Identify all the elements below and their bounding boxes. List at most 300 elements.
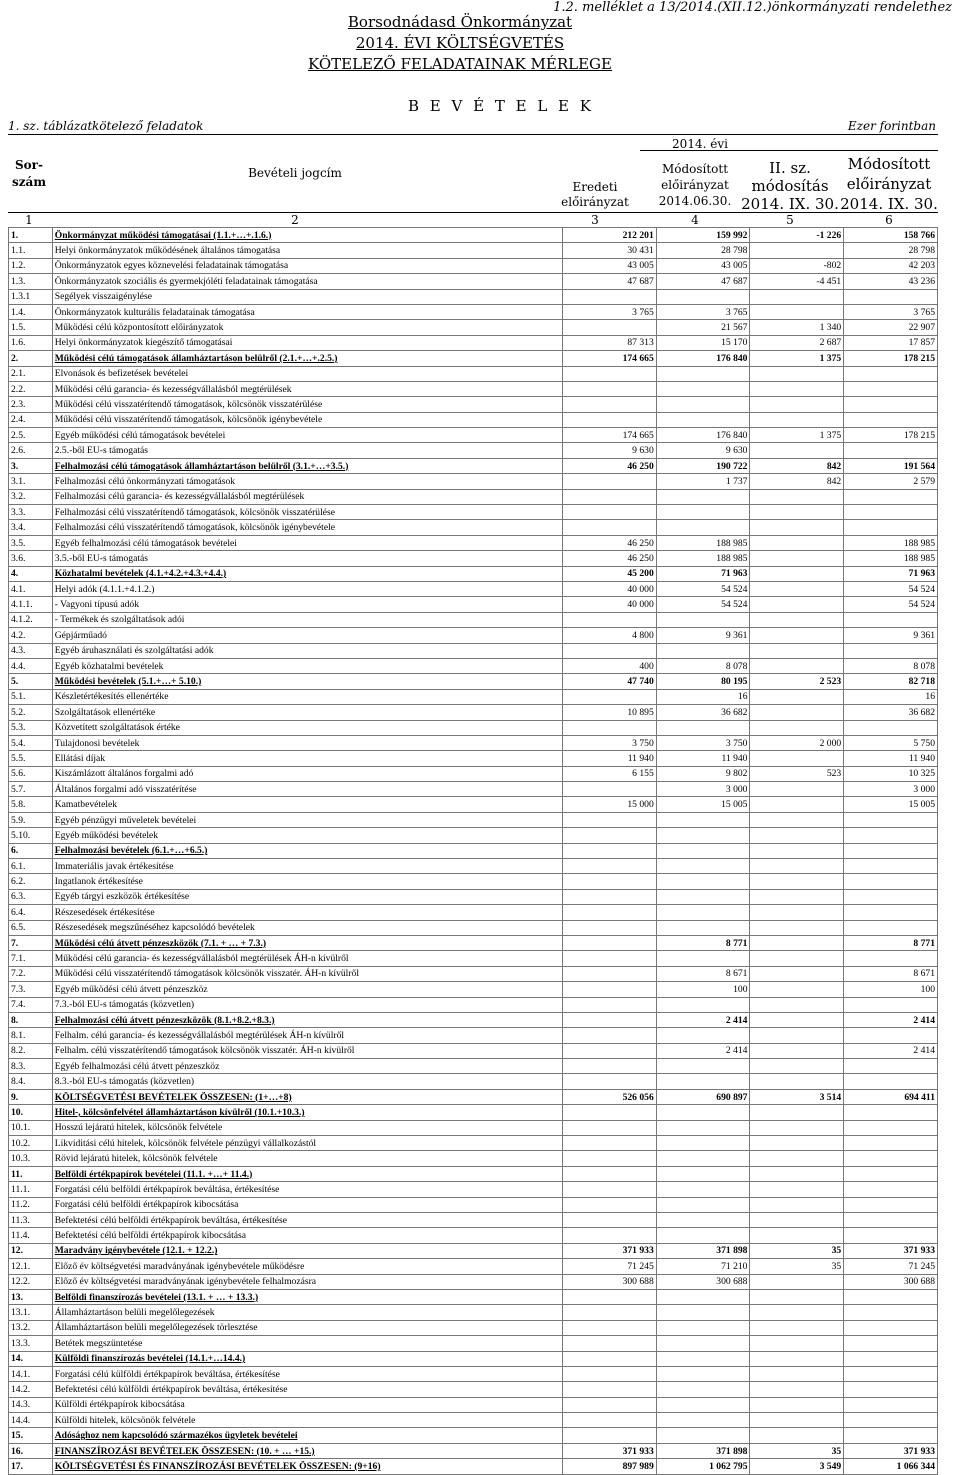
table-row [9,1397,938,1412]
row-value [750,1166,844,1181]
table-row [9,489,938,504]
row-value: 174 665 [563,428,657,443]
row-value: 3 514 [750,1089,844,1104]
table-row [9,1459,938,1474]
row-value [750,243,844,258]
row-value [844,951,938,966]
table-row [9,889,938,904]
row-value [750,1043,844,1058]
row-number: 7.1. [9,951,53,966]
row-number: 1.5. [9,320,53,335]
row-value [656,1028,750,1043]
row-value: 371 898 [656,1443,750,1458]
row-value: 21 567 [656,320,750,335]
row-value [656,1074,750,1089]
row-value: 8 078 [656,658,750,673]
row-label-cell [52,1197,562,1212]
row-number: 4.2. [9,628,53,643]
row-value [563,1351,657,1366]
row-value: 43 005 [563,258,657,273]
table-row [9,443,938,458]
row-label: Kamatbevételek [54,799,118,811]
row-label: Belföldi értékpapírok bevételei (11.1. +…+ 11.4.) [54,1168,253,1180]
table-row [9,905,938,920]
table-row [9,859,938,874]
row-number: 8.2. [9,1043,53,1058]
row-value [844,505,938,520]
row-value: 15 170 [656,335,750,350]
row-value [844,1136,938,1151]
table-row [9,1320,938,1335]
row-number: 1.2. [9,258,53,273]
row-value: 11 940 [844,751,938,766]
row-value: 36 682 [844,705,938,720]
row-value: 16 [844,689,938,704]
table-row [9,1166,938,1181]
document-title-3: KÖTELEZŐ FELADATAINAK MÉRLEGE [308,55,612,73]
row-number: 11.3. [9,1213,53,1228]
row-value: 8 078 [844,658,938,673]
annex-reference: 1.2. melléklet a 13/2014.(XII.12.)önkormányzati rendelethez [553,0,952,15]
row-number: 2. [9,351,53,366]
table-row [9,935,938,950]
row-label-cell [52,505,562,520]
year-group-label: 2014. évi [672,137,728,151]
row-number: 6.5. [9,920,53,935]
row-value [563,1197,657,1212]
row-label: Szolgáltatások ellenértéke [54,706,156,718]
row-label-cell [52,612,562,627]
row-label: Immateriális javak értékesítése [54,860,174,872]
row-label: Általános forgalmi adó visszatérítése [54,783,197,795]
table-row [9,1274,938,1289]
row-label-cell [52,1366,562,1381]
row-number: 16. [9,1443,53,1458]
row-value: 300 688 [563,1274,657,1289]
row-label: Előző év költségvetési maradványának igénybevétele felhalmozásra [54,1276,317,1288]
col-num-4: 4 [691,213,699,227]
table-row [9,1089,938,1104]
row-value [750,1413,844,1428]
row-value [656,1166,750,1181]
row-label-cell [52,320,562,335]
row-value [563,320,657,335]
row-value [750,1228,844,1243]
table-row [9,1120,938,1135]
row-value: 526 056 [563,1089,657,1104]
row-value [563,474,657,489]
row-value [750,1197,844,1212]
row-label: Államháztartáson belüli megelőlegezések törlesztése [54,1322,258,1334]
row-value [844,1166,938,1181]
col-eredeti-label: Eredeti előirányzat [561,180,629,209]
row-label-cell [52,289,562,304]
row-value [750,520,844,535]
row-value [844,920,938,935]
row-value: 2 687 [750,335,844,350]
row-value [750,489,844,504]
row-number: 5.5. [9,751,53,766]
row-label-cell [52,412,562,427]
table-row [9,735,938,750]
row-value [563,859,657,874]
row-number: 8.3. [9,1059,53,1074]
row-label-cell [52,735,562,750]
row-label: Működési bevételek (5.1.+…+ 5.10.) [54,676,202,688]
row-value [563,935,657,950]
row-label: Elvonások és befizetések bevételei [54,368,189,380]
row-label-cell [52,751,562,766]
row-value: 46 250 [563,551,657,566]
col-ii-label-1: II. sz. [769,159,811,177]
row-value [563,1336,657,1351]
row-value [656,397,750,412]
row-label-cell [52,720,562,735]
row-value [750,581,844,596]
row-value [844,1413,938,1428]
table-row [9,320,938,335]
row-value [563,412,657,427]
row-value [656,997,750,1012]
row-value [844,366,938,381]
row-value: 54 524 [844,581,938,596]
row-value: 47 687 [656,274,750,289]
row-label: Egyéb működési célú átvett pénzeszköz [54,983,208,995]
row-label-cell [52,428,562,443]
row-value: 371 933 [563,1443,657,1458]
row-number: 1.3.1 [9,289,53,304]
row-value [656,366,750,381]
row-number: 4.3. [9,643,53,658]
table-row [9,951,938,966]
row-value [656,905,750,920]
row-value [750,412,844,427]
row-number: 3.6. [9,551,53,566]
row-number: 1.1. [9,243,53,258]
row-value [656,874,750,889]
row-value: 30 431 [563,243,657,258]
table-row [9,628,938,643]
row-value [750,658,844,673]
document-title-2: 2014. ÉVI KÖLTSÉGVETÉS [355,34,565,52]
row-value [844,1028,938,1043]
row-number: 11.1. [9,1182,53,1197]
row-value [656,643,750,658]
table-row [9,397,938,412]
row-value [656,889,750,904]
row-value [563,1166,657,1181]
row-value [656,412,750,427]
row-value [750,797,844,812]
row-label-cell [52,1151,562,1166]
row-value: 159 992 [656,228,750,243]
row-label: Forgatási célú belföldi értékpapírok kibocsátása [54,1199,239,1211]
row-value: 54 524 [844,597,938,612]
row-value: 188 985 [656,551,750,566]
row-value [563,889,657,904]
row-value: 8 671 [844,966,938,981]
row-value: 28 798 [844,243,938,258]
row-label-cell [52,843,562,858]
table-row [9,1366,938,1381]
row-number: 2.5. [9,428,53,443]
row-value [750,597,844,612]
row-value [750,505,844,520]
row-label-cell [52,859,562,874]
row-value: 8 771 [656,935,750,950]
table-row [9,1289,938,1304]
row-label-cell [52,1105,562,1120]
row-value: 191 564 [844,458,938,473]
row-label: Felhalmozási célú visszatérítendő támogatások, kölcsönök visszatérülése [54,506,336,518]
row-value: 178 215 [844,428,938,443]
row-number: 4.4. [9,658,53,673]
row-number: 11.2. [9,1197,53,1212]
row-label-cell [52,1136,562,1151]
row-label: KÖLTSÉGVETÉSI ÉS FINANSZÍROZÁSI BEVÉTELEK ÖSSZESEN: (9+16) [54,1460,381,1472]
table-row [9,304,938,319]
row-value [656,951,750,966]
row-value [563,1305,657,1320]
row-value [750,874,844,889]
row-value: 9 361 [656,628,750,643]
row-label-cell [52,951,562,966]
row-number: 2.1. [9,366,53,381]
row-label-cell [52,766,562,781]
row-value [844,1059,938,1074]
row-label-cell [52,335,562,350]
row-number: 10.2. [9,1136,53,1151]
row-label-cell [52,458,562,473]
row-label: Államháztartáson belüli megelőlegezések [54,1307,215,1319]
table-row [9,1428,938,1443]
row-value: 71 963 [656,566,750,581]
row-value [656,920,750,935]
row-value [750,628,844,643]
row-value [563,920,657,935]
table-row [9,705,938,720]
row-label: Egyéb pénzügyi műveletek bevételei [54,814,197,826]
row-value [844,381,938,396]
row-value [750,828,844,843]
row-value: 47 740 [563,674,657,689]
row-value: 2 523 [750,674,844,689]
row-label-cell [52,1274,562,1289]
row-number: 13.2. [9,1320,53,1335]
row-value: 46 250 [563,458,657,473]
row-number: 13.1. [9,1305,53,1320]
revenue-table-body [9,228,938,1475]
table-row [9,1028,938,1043]
row-value [750,366,844,381]
row-value: 1 375 [750,351,844,366]
row-label: Önkormányzatok szociális és gyermekjóléti feladatainak támogatása [54,275,318,287]
row-number: 3.4. [9,520,53,535]
row-label: Működési célú támogatások államháztartáson belülről (2.1.+…+.2.5.) [54,352,338,364]
row-label: Betétek megszüntetése [54,1337,143,1349]
row-value: 54 524 [656,597,750,612]
row-label-cell [52,566,562,581]
row-value: 188 985 [844,535,938,550]
row-number: 5.3. [9,720,53,735]
row-value [563,1151,657,1166]
row-value: 190 722 [656,458,750,473]
row-label: Ingatlanok értékesítése [54,876,143,888]
row-label-cell [52,828,562,843]
row-value: -1 226 [750,228,844,243]
row-value: 2 414 [656,1012,750,1027]
table-row [9,828,938,843]
row-value: 3 750 [656,735,750,750]
row-value [563,1213,657,1228]
row-value [750,1428,844,1443]
table-row [9,597,938,612]
col-num-2: 2 [291,213,299,227]
row-number: 8.4. [9,1074,53,1089]
row-label: Önkormányzat működési támogatásai (1.1.+…+.1.6.) [54,229,272,241]
row-value [563,1228,657,1243]
row-value: 100 [656,982,750,997]
row-label: Helyi adók (4.1.1.+4.1.2.) [54,583,155,595]
table-row [9,1259,938,1274]
row-label-cell [52,1166,562,1181]
row-label: Közhatalmi bevételek (4.1.+4.2.+4.3.+4.4.) [54,568,227,580]
row-value [563,997,657,1012]
col-mod-label-2: előirányzat [661,178,729,192]
table-row [9,335,938,350]
row-label: Hitel-, kölcsönfelvétel államháztartáson kívülről (10.1.+10.3.) [54,1106,305,1118]
row-value: 842 [750,474,844,489]
table-row [9,1105,938,1120]
row-value [750,1074,844,1089]
row-value: 176 840 [656,428,750,443]
row-label: Belföldi finanszírozás bevételei (13.1. + … + 13.3.) [54,1291,259,1303]
row-value [750,397,844,412]
row-value [656,1059,750,1074]
row-label-cell [52,935,562,950]
row-label-cell [52,1305,562,1320]
row-value: 300 688 [656,1274,750,1289]
col-sor-label-1: Sor- [15,158,43,172]
row-value [844,289,938,304]
row-label: 8.3.-ból EU-s támogatás (közvetlen) [54,1076,195,1088]
row-value [563,1397,657,1412]
row-value [844,1213,938,1228]
row-value: 6 155 [563,766,657,781]
row-value: 35 [750,1443,844,1458]
row-value: 8 771 [844,935,938,950]
row-value [844,1151,938,1166]
row-number: 14.2. [9,1382,53,1397]
row-value [750,1059,844,1074]
row-value [656,859,750,874]
row-number: 14. [9,1351,53,1366]
table-row [9,782,938,797]
row-value [844,859,938,874]
row-value [750,966,844,981]
row-value [750,705,844,720]
row-value: 71 245 [563,1259,657,1274]
table-row [9,520,938,535]
row-value [750,689,844,704]
row-value: 43 236 [844,274,938,289]
row-number: 4. [9,566,53,581]
row-number: 12.1. [9,1259,53,1274]
row-value: 3 765 [563,304,657,319]
row-label-cell [52,1028,562,1043]
row-value [750,859,844,874]
row-label: Működési célú visszatérítendő támogatások, kölcsönök igénybevétele [54,414,323,426]
table-row [9,535,938,550]
row-number: 1.4. [9,304,53,319]
row-value: 82 718 [844,674,938,689]
row-value: 17 857 [844,335,938,350]
row-value: 690 897 [656,1089,750,1104]
row-label-cell [52,535,562,550]
row-label: Működési célú központosított előirányzatok [54,322,224,334]
row-value [563,828,657,843]
row-value: 371 898 [656,1243,750,1258]
table-row [9,1043,938,1058]
row-label: Előző év költségvetési maradványának igénybevétele működésre [54,1260,305,1272]
row-label-cell [52,551,562,566]
row-value [563,1012,657,1027]
row-number: 13.3. [9,1336,53,1351]
row-value [563,381,657,396]
row-value: 80 195 [656,674,750,689]
row-value [844,1289,938,1304]
row-label: Kiszámlázott általános forgalmi adó [54,768,194,780]
row-label-cell [52,351,562,366]
row-value [844,397,938,412]
row-value [844,874,938,889]
row-label: Maradvány igénybevétele (12.1. + 12.2.) [54,1245,218,1257]
row-value [656,1151,750,1166]
row-value: 4 800 [563,628,657,643]
row-label: 3.5.-ből EU-s támogatás [54,552,148,564]
row-value: 2 000 [750,735,844,750]
row-value: 842 [750,458,844,473]
row-label: Gépjárműadó [54,629,107,641]
row-value: 3 750 [563,735,657,750]
row-value [750,920,844,935]
table-row [9,1382,938,1397]
table-row [9,812,938,827]
row-label-cell [52,1428,562,1443]
table-row [9,797,938,812]
row-value: 158 766 [844,228,938,243]
row-value: 188 985 [656,535,750,550]
row-label: Működési célú visszatérítendő támogatások kölcsönök visszatér. ÁH-n kívülről [54,968,360,980]
table-row [9,474,938,489]
row-label: - Termékek és szolgáltatások adói [54,614,185,626]
row-value: 71 210 [656,1259,750,1274]
row-value [563,720,657,735]
row-value: 3 549 [750,1459,844,1474]
row-label: Forgatási célú külföldi értékpapírok beváltása, értékesítése [54,1368,280,1380]
row-label-cell [52,304,562,319]
table-row [9,643,938,658]
row-label-cell [52,658,562,673]
row-label: Egyéb áruhasználati és szolgáltatási adók [54,645,214,657]
row-label: Befektetési célú belföldi értékpapírok beváltása, értékesítése [54,1214,288,1226]
row-value [750,1366,844,1381]
row-label: Likviditási célú hitelek, kölcsönök felvétele pénzügyi vállalkozástól [54,1137,317,1149]
row-label-cell [52,920,562,935]
row-value: 28 798 [656,243,750,258]
row-value: 46 250 [563,535,657,550]
table-row [9,1059,938,1074]
